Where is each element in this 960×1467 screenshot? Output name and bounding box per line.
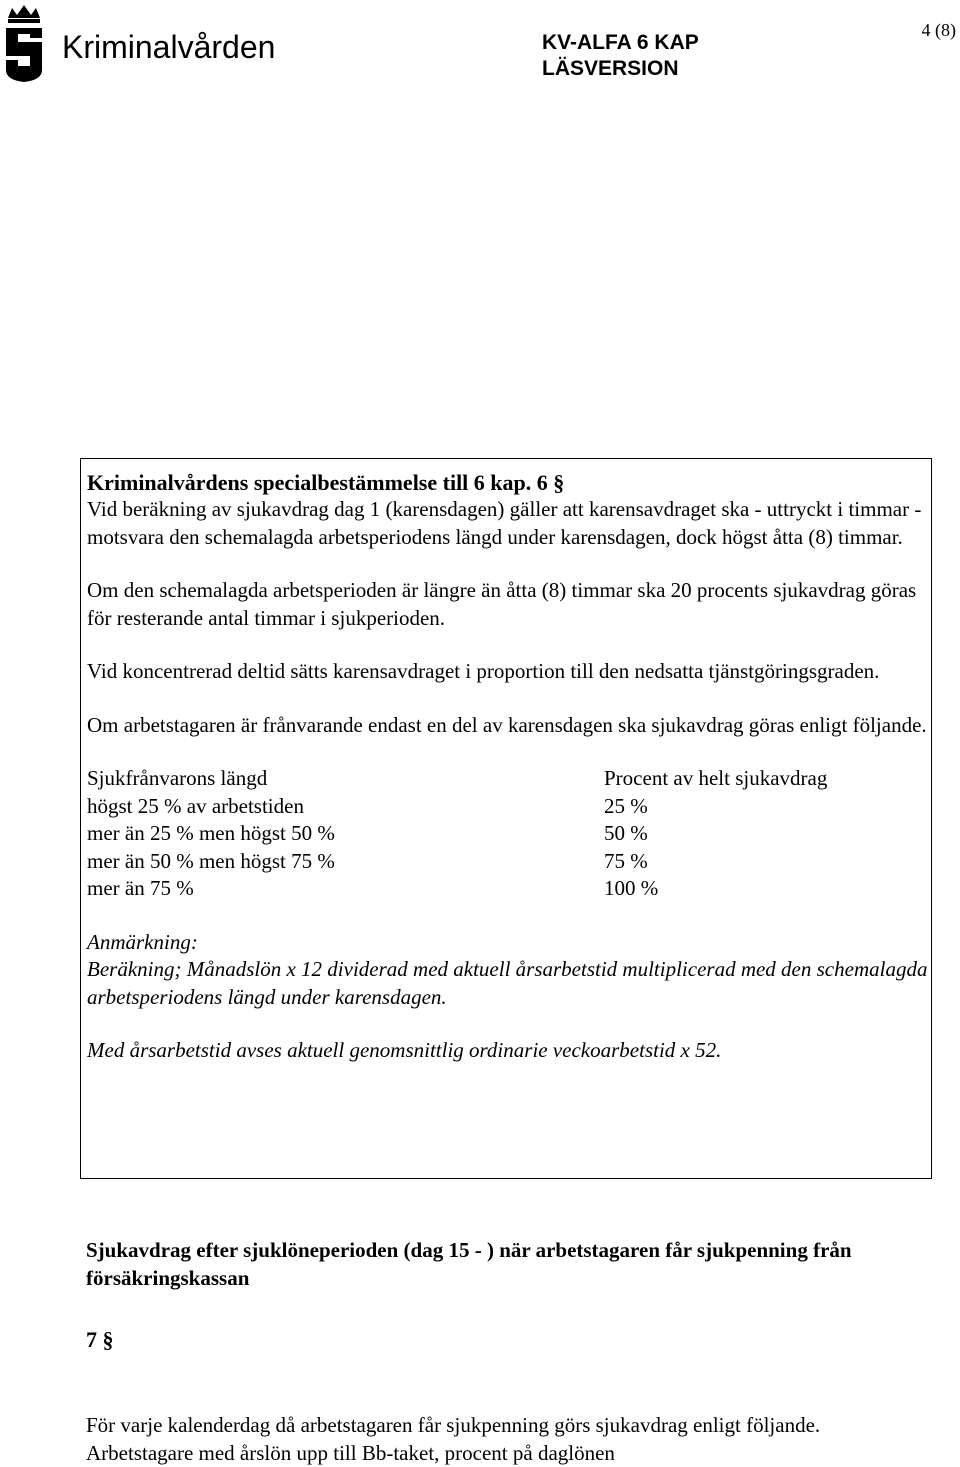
- crown-shield-icon: [2, 4, 46, 84]
- table-cell: 25 %: [604, 793, 827, 821]
- table-row: [87, 875, 827, 903]
- table-row: [87, 820, 827, 848]
- box-title: Kriminalvårdens specialbestämmelse till 6 kap. 6 §: [87, 469, 931, 496]
- special-provision-box: [80, 458, 932, 1179]
- note-label: Anmärkning:: [87, 929, 931, 957]
- document-code-line1: KV-ALFA 6 KAP: [542, 30, 699, 56]
- org-name: Kriminalvården: [62, 29, 275, 66]
- section-body: [86, 1412, 946, 1467]
- section-line-1: För varje kalenderdag då arbetstagaren får sjukpenning görs sjukavdrag enligt följande.: [86, 1412, 946, 1440]
- box-paragraph-4: Om arbetstagaren är frånvarande endast en del av karensdagen ska sjukavdrag göras enligt följande.: [87, 712, 931, 740]
- table-header-cell: Sjukfrånvarons längd: [87, 765, 604, 793]
- logo: [2, 4, 275, 84]
- table-cell: högst 25 % av arbetstiden: [87, 793, 604, 821]
- note-text: Beräkning; Månadslön x 12 dividerad med aktuell årsarbetstid multiplicerad med den schemalagda arbetsperiodens längd under karensdagen.: [87, 956, 931, 1011]
- table-row: [87, 793, 827, 821]
- table-cell: 50 %: [604, 820, 827, 848]
- table-cell: 100 %: [604, 875, 827, 903]
- page-number: 4 (8): [922, 20, 957, 41]
- box-paragraph-1: Vid beräkning av sjukavdrag dag 1 (karensdagen) gäller att karensavdraget ska - uttryckt i timmar - motsvara den schemalagda arbetsperiodens längd under karensdagen, dock högst åtta (8) timmar.: [87, 496, 931, 551]
- box-paragraph-2: Om den schemalagda arbetsperioden är längre än åtta (8) timmar ska 20 procents sjukavdrag göras för resterande antal timmar i sjukperioden.: [87, 577, 931, 632]
- table-header-row: [87, 765, 827, 793]
- table-row: [87, 848, 827, 876]
- page-header: [0, 0, 960, 90]
- section-heading: Sjukavdrag efter sjuklöneperioden (dag 15 - ) när arbetstagaren får sjukpenning från försäkringskassan: [86, 1237, 936, 1292]
- table-cell: 75 %: [604, 848, 827, 876]
- table-header-cell: Procent av helt sjukavdrag: [604, 765, 827, 793]
- section-number: 7 §: [86, 1327, 114, 1353]
- table-cell: mer än 50 % men högst 75 %: [87, 848, 604, 876]
- document-code-line2: LÄSVERSION: [542, 56, 699, 82]
- table-cell: mer än 75 %: [87, 875, 604, 903]
- table-cell: mer än 25 % men högst 50 %: [87, 820, 604, 848]
- note-text-2: Med årsarbetstid avses aktuell genomsnittlig ordinarie veckoarbetstid x 52.: [87, 1037, 931, 1065]
- deduction-table: [87, 765, 827, 903]
- document-code: [542, 30, 699, 82]
- box-paragraph-3: Vid koncentrerad deltid sätts karensavdraget i proportion till den nedsatta tjänstgöringsgraden.: [87, 658, 931, 686]
- section-line-2: Arbetstagare med årslön upp till Bb-taket, procent på daglönen: [86, 1440, 946, 1467]
